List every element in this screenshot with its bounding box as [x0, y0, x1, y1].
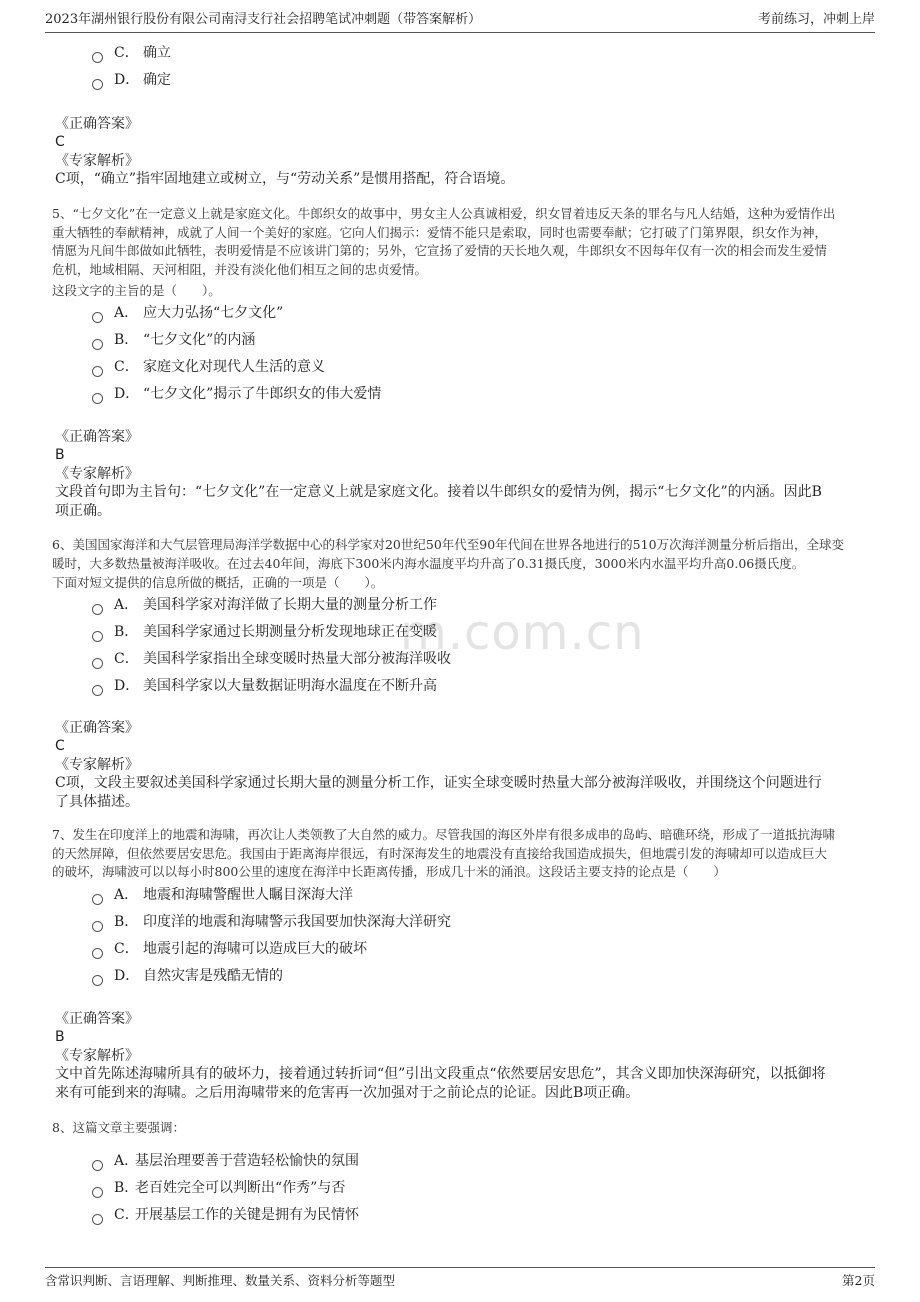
radio-icon[interactable]: [92, 393, 103, 404]
analysis-label: 《专家解析》: [55, 1048, 139, 1064]
answer-value: C: [55, 134, 65, 150]
radio-icon[interactable]: [92, 339, 103, 350]
header-slogan: 考前练习，冲刺上岸: [757, 12, 875, 27]
radio-icon[interactable]: [92, 975, 103, 986]
question-6-stem: 下面对短文提供的信息所做的概括，正确的一项是（ ）。: [52, 575, 384, 590]
radio-icon[interactable]: [92, 52, 103, 63]
footer-topics: 含常识判断、言语理解、判断推理、数量关系、资料分析等题型: [45, 1273, 396, 1288]
radio-icon[interactable]: [92, 79, 103, 90]
answer-label: 《正确答案》: [55, 1011, 139, 1027]
radio-icon[interactable]: [92, 948, 103, 959]
radio-icon[interactable]: [92, 658, 103, 669]
radio-icon[interactable]: [92, 366, 103, 377]
analysis-label: 《专家解析》: [55, 466, 139, 482]
analysis-label: 《专家解析》: [55, 757, 139, 773]
page-header: [45, 8, 875, 33]
answer-label: 《正确答案》: [55, 720, 139, 736]
answer-label: 《正确答案》: [55, 116, 139, 132]
radio-icon[interactable]: [92, 894, 103, 905]
radio-icon[interactable]: [92, 604, 103, 615]
document-title: 2023年湖州银行股份有限公司南浔支行社会招聘笔试冲刺题（带答案解析）: [45, 12, 482, 27]
radio-icon[interactable]: [92, 1214, 103, 1225]
analysis-label: 《专家解析》: [55, 153, 139, 169]
radio-icon[interactable]: [92, 1160, 103, 1171]
radio-icon[interactable]: [92, 921, 103, 932]
question-5-stem: 这段文字的主旨的是（ ）。: [52, 283, 221, 298]
question-8-stem: 8、这篇文章主要强调：: [52, 1120, 185, 1135]
analysis-text: 文中首先陈述海啸所具有的破坏力，接着通过转折词“但”引出文段重点“依然要居安思危”，其含义即加快深海研究，以抵御将 来有可能到来的海啸。之后用海啸带来的危害再一次加强对于之前论点的论证。因此B项正确。: [55, 1066, 826, 1101]
radio-icon[interactable]: [92, 1187, 103, 1198]
answer-value: C: [55, 738, 65, 754]
radio-icon[interactable]: [92, 312, 103, 323]
analysis-text: C项，“确立”指牢固地建立或树立，与“劳动关系”是惯用搭配，符合语境。: [55, 171, 515, 187]
question-6-text: 6、美国国家海洋和大气层管理局海洋学数据中心的科学家对20世纪50年代至90年代间在世界各地进行的510万次海洋测量分析后指出，全球变 暖时，大多数热量被海洋吸收。在过去40年间，海底下300米内海水温度平均升高了0.31摄氏度，3000米内水温平均升高0.06摄氏度。: [52, 537, 845, 571]
radio-icon[interactable]: [92, 631, 103, 642]
radio-icon[interactable]: [92, 685, 103, 696]
page-number: 第2页: [842, 1273, 875, 1288]
question-5-text: 5、“七夕文化”在一定意义上就是家庭文化。牛郎织女的故事中，男女主人公真诚相爱，织女冒着违反天条的罪名与凡人结婚，这种为爱情作出 重大牺牲的奉献精神，成就了人间一个美好的家庭。它向人们揭示：爱情不能只是索取，同时也需要奉献；它打破了门第界限，织女作为神， 情愿为凡间牛郎做如此牺牲，表明爱情是不应该讲门第的；另外，它宣扬了爱情的天长地久观，牛郎织女不因每年仅有一次的相会而发生爱情 危机，地域相隔、天河相阻，并没有淡化他们相互之间的忠贞爱情。: [52, 206, 836, 278]
answer-label: 《正确答案》: [55, 429, 139, 445]
analysis-text: 文段首句即为主旨句：“七夕文化”在一定意义上就是家庭文化。接着以牛郎织女的爱情为例，揭示“七夕文化”的内涵。因此B 项正确。: [55, 484, 822, 519]
watermark: m.com.cn: [400, 605, 645, 661]
page-footer: [45, 1267, 875, 1294]
answer-value: B: [55, 1029, 65, 1045]
question-7-text: 7、发生在印度洋上的地震和海啸，再次让人类领教了大自然的威力。尽管我国的海区外岸有很多成串的岛屿、暗礁环绕，形成了一道抵抗海啸 的天然屏障，但依然要居安思危。我国由于距离海岸很远，有时深海发生的地震没有直接给我国造成损失，但地震引发的海啸却可以造成巨大 的破坏，海啸波可以以每小时800公里的速度在海洋中长距离传播，形成几十米的涌浪。这段话主要支持的论点是（ ）: [52, 827, 835, 880]
analysis-text: C项，文段主要叙述美国科学家通过长期大量的测量分析工作，证实全球变暖时热量大部分被海洋吸收，并围绕这个问题进行 了具体描述。: [55, 775, 822, 810]
answer-value: B: [55, 447, 65, 463]
